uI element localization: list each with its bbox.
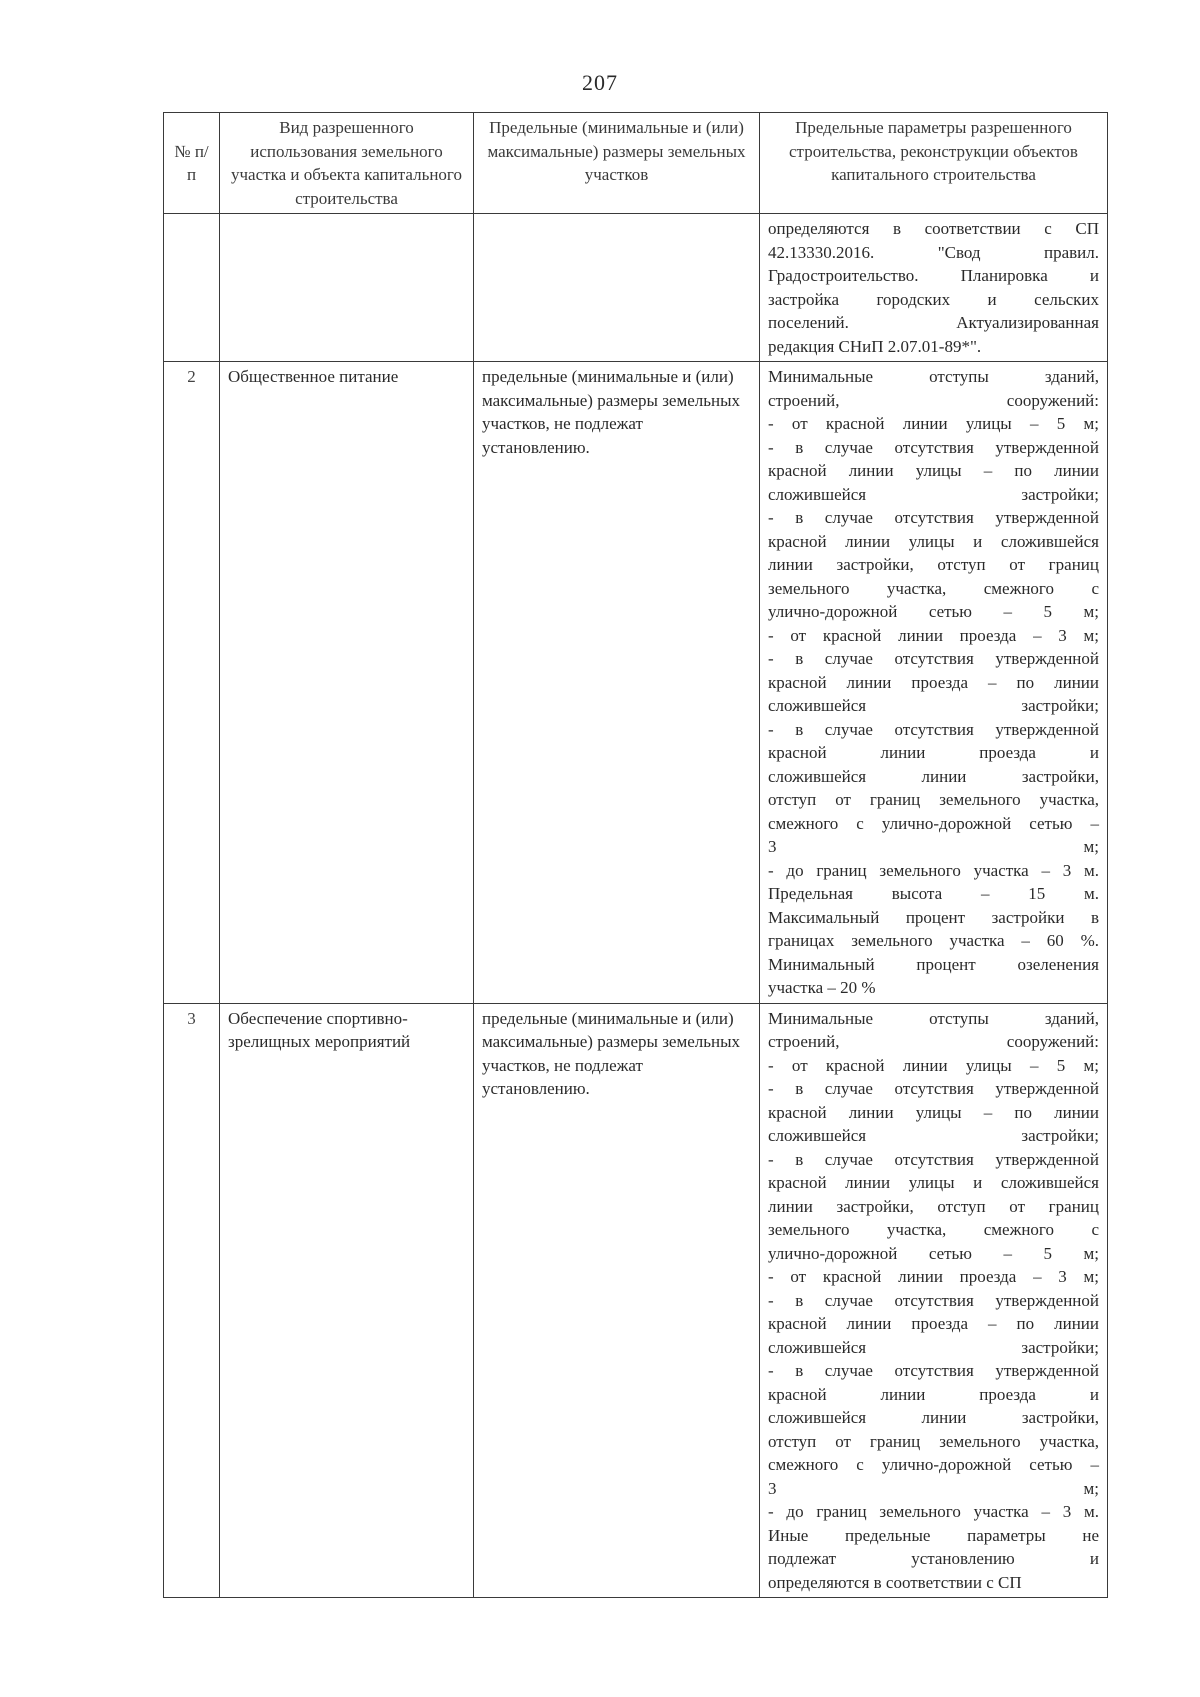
params-line: улично-дорожной сетью – 5 м; [768, 1243, 1099, 1263]
row-plot-size: предельные (минимальные и (или) максимальные) размеры земельных участков, не подлежат установлению. [474, 1003, 760, 1598]
row-params [760, 362, 1108, 1004]
params-line: сложившейся линии застройки, [768, 766, 1099, 786]
params-line: - в случае отсутствия утвержденной [768, 719, 1099, 739]
params-line: 42.13330.2016. "Свод правил. [768, 242, 1099, 262]
params-line: участка – 20 % [768, 978, 876, 997]
params-line: 3 м; [768, 1478, 1099, 1498]
header-number: № п/п [164, 113, 220, 214]
row-number [164, 214, 220, 362]
header-use-type: Вид разрешенного использования земельного участка и объекта капитального строительства [220, 113, 474, 214]
params-line: подлежат установлению и [768, 1549, 1099, 1568]
zoning-table [163, 112, 1108, 1598]
params-line: Предельная высота – 15 м. [768, 884, 1099, 903]
params-line: сложившейся застройки; [768, 484, 1099, 504]
params-line: определяются в соответствии с СП [768, 219, 1099, 238]
params-line: - в случае отсутствия утвержденной [768, 1079, 1099, 1098]
row-plot-size: предельные (минимальные и (или) максимальные) размеры земельных участков, не подлежат установлению. [474, 362, 760, 1004]
params-line: - до границ земельного участка – 3 м. [768, 1502, 1099, 1521]
params-line: - от красной линии проезда – 3 м; [768, 625, 1099, 645]
params-line: - в случае отсутствия утвержденной [768, 1290, 1099, 1310]
params-line: - от красной линии проезда – 3 м; [768, 1267, 1099, 1286]
params-line: улично-дорожной сетью – 5 м; [768, 602, 1099, 621]
params-line: красной линии улицы и сложившейся [768, 531, 1099, 551]
params-line: красной линии улицы – по линии [768, 1102, 1099, 1122]
params-line: смежного с улично-дорожной сетью – [768, 1455, 1099, 1474]
page-number: 207 [582, 70, 618, 95]
params-line: - в случае отсутствия утвержденной [768, 1149, 1099, 1169]
params-line: границах земельного участка – 60 %. [768, 931, 1099, 950]
table-row [164, 214, 1108, 362]
params-line: сложившейся застройки; [768, 1337, 1099, 1357]
params-line: земельного участка, смежного с [768, 578, 1099, 598]
params-line: сложившейся линии застройки, [768, 1408, 1099, 1427]
row-use-type [220, 214, 474, 362]
params-line: - в случае отсутствия утвержденной [768, 508, 1099, 527]
params-line: Минимальный процент озеленения [768, 954, 1099, 974]
params-line: сложившейся застройки; [768, 1126, 1099, 1145]
params-line: - в случае отсутствия утвержденной [768, 649, 1099, 668]
row-use-type: Общественное питание [220, 362, 474, 1004]
params-line: красной линии проезда и [768, 1384, 1099, 1404]
params-line: редакция СНиП 2.07.01-89*". [768, 336, 982, 356]
params-line: строений, сооружений: [768, 1032, 1099, 1051]
params-line: определяются в соответствии с СП [768, 1572, 1022, 1592]
params-line: красной линии проезда – по линии [768, 672, 1099, 692]
table-row [164, 362, 1108, 1004]
params-line: красной линии проезда и [768, 743, 1099, 762]
row-number: 2 [164, 362, 220, 1004]
row-params [760, 214, 1108, 362]
params-line: Градостроительство. Планировка и [768, 266, 1099, 285]
params-line: поселений. Актуализированная [768, 313, 1099, 332]
params-line: Максимальный процент застройки в [768, 907, 1099, 927]
params-line: красной линии улицы – по линии [768, 461, 1099, 480]
params-line: отступ от границ земельного участка, [768, 790, 1099, 809]
table-header-row [164, 113, 1108, 214]
header-plot-size: Предельные (минимальные и (или) максимальные) размеры земельных участков [474, 113, 760, 214]
params-line: красной линии проезда – по линии [768, 1314, 1099, 1333]
params-line: сложившейся застройки; [768, 696, 1099, 715]
params-line: - от красной линии улицы – 5 м; [768, 414, 1099, 433]
params-line: Минимальные отступы зданий, [768, 1008, 1099, 1028]
params-line: - в случае отсутствия утвержденной [768, 437, 1099, 457]
row-use-type: Обеспечение спортивно-зрелищных мероприятий [220, 1003, 474, 1598]
params-line: 3 м; [768, 837, 1099, 856]
params-line: - до границ земельного участка – 3 м. [768, 860, 1099, 880]
params-line: линии застройки, отступ от границ [768, 555, 1099, 574]
params-line: Иные предельные параметры не [768, 1525, 1099, 1545]
row-plot-size [474, 214, 760, 362]
params-line: - в случае отсутствия утвержденной [768, 1361, 1099, 1380]
params-line: красной линии улицы и сложившейся [768, 1173, 1099, 1192]
params-line: - от красной линии улицы – 5 м; [768, 1055, 1099, 1075]
params-line: смежного с улично-дорожной сетью – [768, 813, 1099, 833]
params-line: линии застройки, отступ от границ [768, 1196, 1099, 1216]
params-line: отступ от границ земельного участка, [768, 1431, 1099, 1451]
row-number: 3 [164, 1003, 220, 1598]
row-params [760, 1003, 1108, 1598]
table-row [164, 1003, 1108, 1598]
params-line: застройка городских и сельских [768, 289, 1099, 309]
header-params: Предельные параметры разрешенного строительства, реконструкции объектов капитального строительства [760, 113, 1108, 214]
params-line: Минимальные отступы зданий, [768, 367, 1099, 386]
params-line: земельного участка, смежного с [768, 1220, 1099, 1239]
params-line: строений, сооружений: [768, 390, 1099, 410]
